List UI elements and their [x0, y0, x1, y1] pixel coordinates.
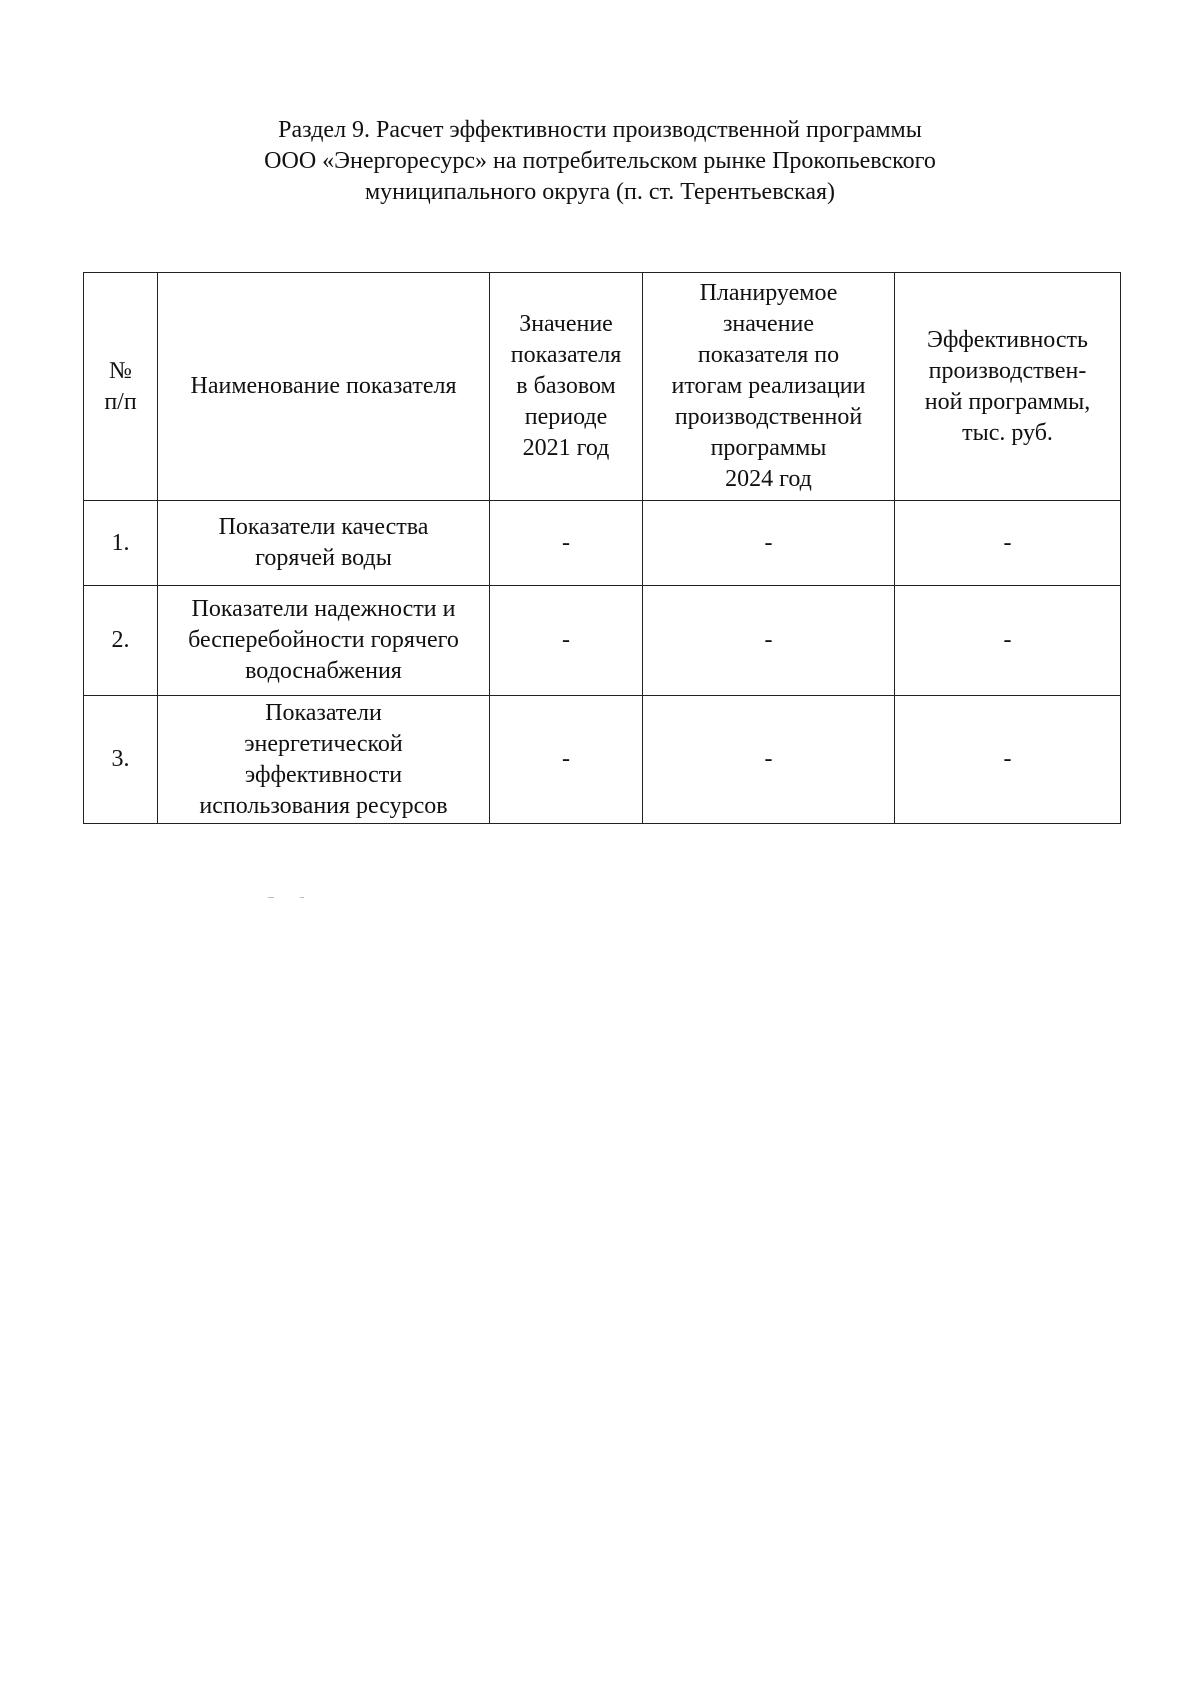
row-name: Показатели качества горячей воды — [158, 501, 490, 586]
row-number: 2. — [84, 586, 158, 696]
table-header-row — [84, 273, 1121, 501]
header-number: № п/п — [84, 273, 158, 501]
row-base-value: - — [490, 501, 643, 586]
row-number: 1. — [84, 501, 158, 586]
header-efficiency: Эффективность производствен- ной программы, тыс. руб. — [895, 273, 1121, 501]
header-base-value: Значение показателя в базовом периоде 2021 год — [490, 273, 643, 501]
row-name: Показатели энергетической эффективности использования ресурсов — [158, 696, 490, 824]
document-heading — [140, 115, 1060, 208]
row-base-value: - — [490, 586, 643, 696]
header-planned-value: Планируемое значение показателя по итогам реализации производственной программы 2024 год — [643, 273, 895, 501]
row-name: Показатели надежности и бесперебойности горячего водоснабжения — [158, 586, 490, 696]
row-efficiency: - — [895, 501, 1121, 586]
efficiency-table — [83, 272, 1121, 824]
row-number: 3. — [84, 696, 158, 824]
scan-speck — [300, 897, 304, 898]
heading-line-3: муниципального округа (п. ст. Терентьевская) — [364, 179, 836, 205]
table-row — [84, 586, 1121, 696]
table-row — [84, 501, 1121, 586]
row-efficiency: - — [895, 586, 1121, 696]
header-name: Наименование показателя — [158, 273, 490, 501]
row-planned-value: - — [643, 586, 895, 696]
scan-speck — [268, 897, 274, 898]
row-planned-value: - — [643, 501, 895, 586]
heading-line-2: ООО «Энергоресурс» на потребительском рынке Прокопьевского — [264, 148, 936, 174]
row-planned-value: - — [643, 696, 895, 824]
row-efficiency: - — [895, 696, 1121, 824]
table-row — [84, 696, 1121, 824]
row-base-value: - — [490, 696, 643, 824]
heading-line-1: Раздел 9. Расчет эффективности производственной программы — [278, 117, 922, 143]
